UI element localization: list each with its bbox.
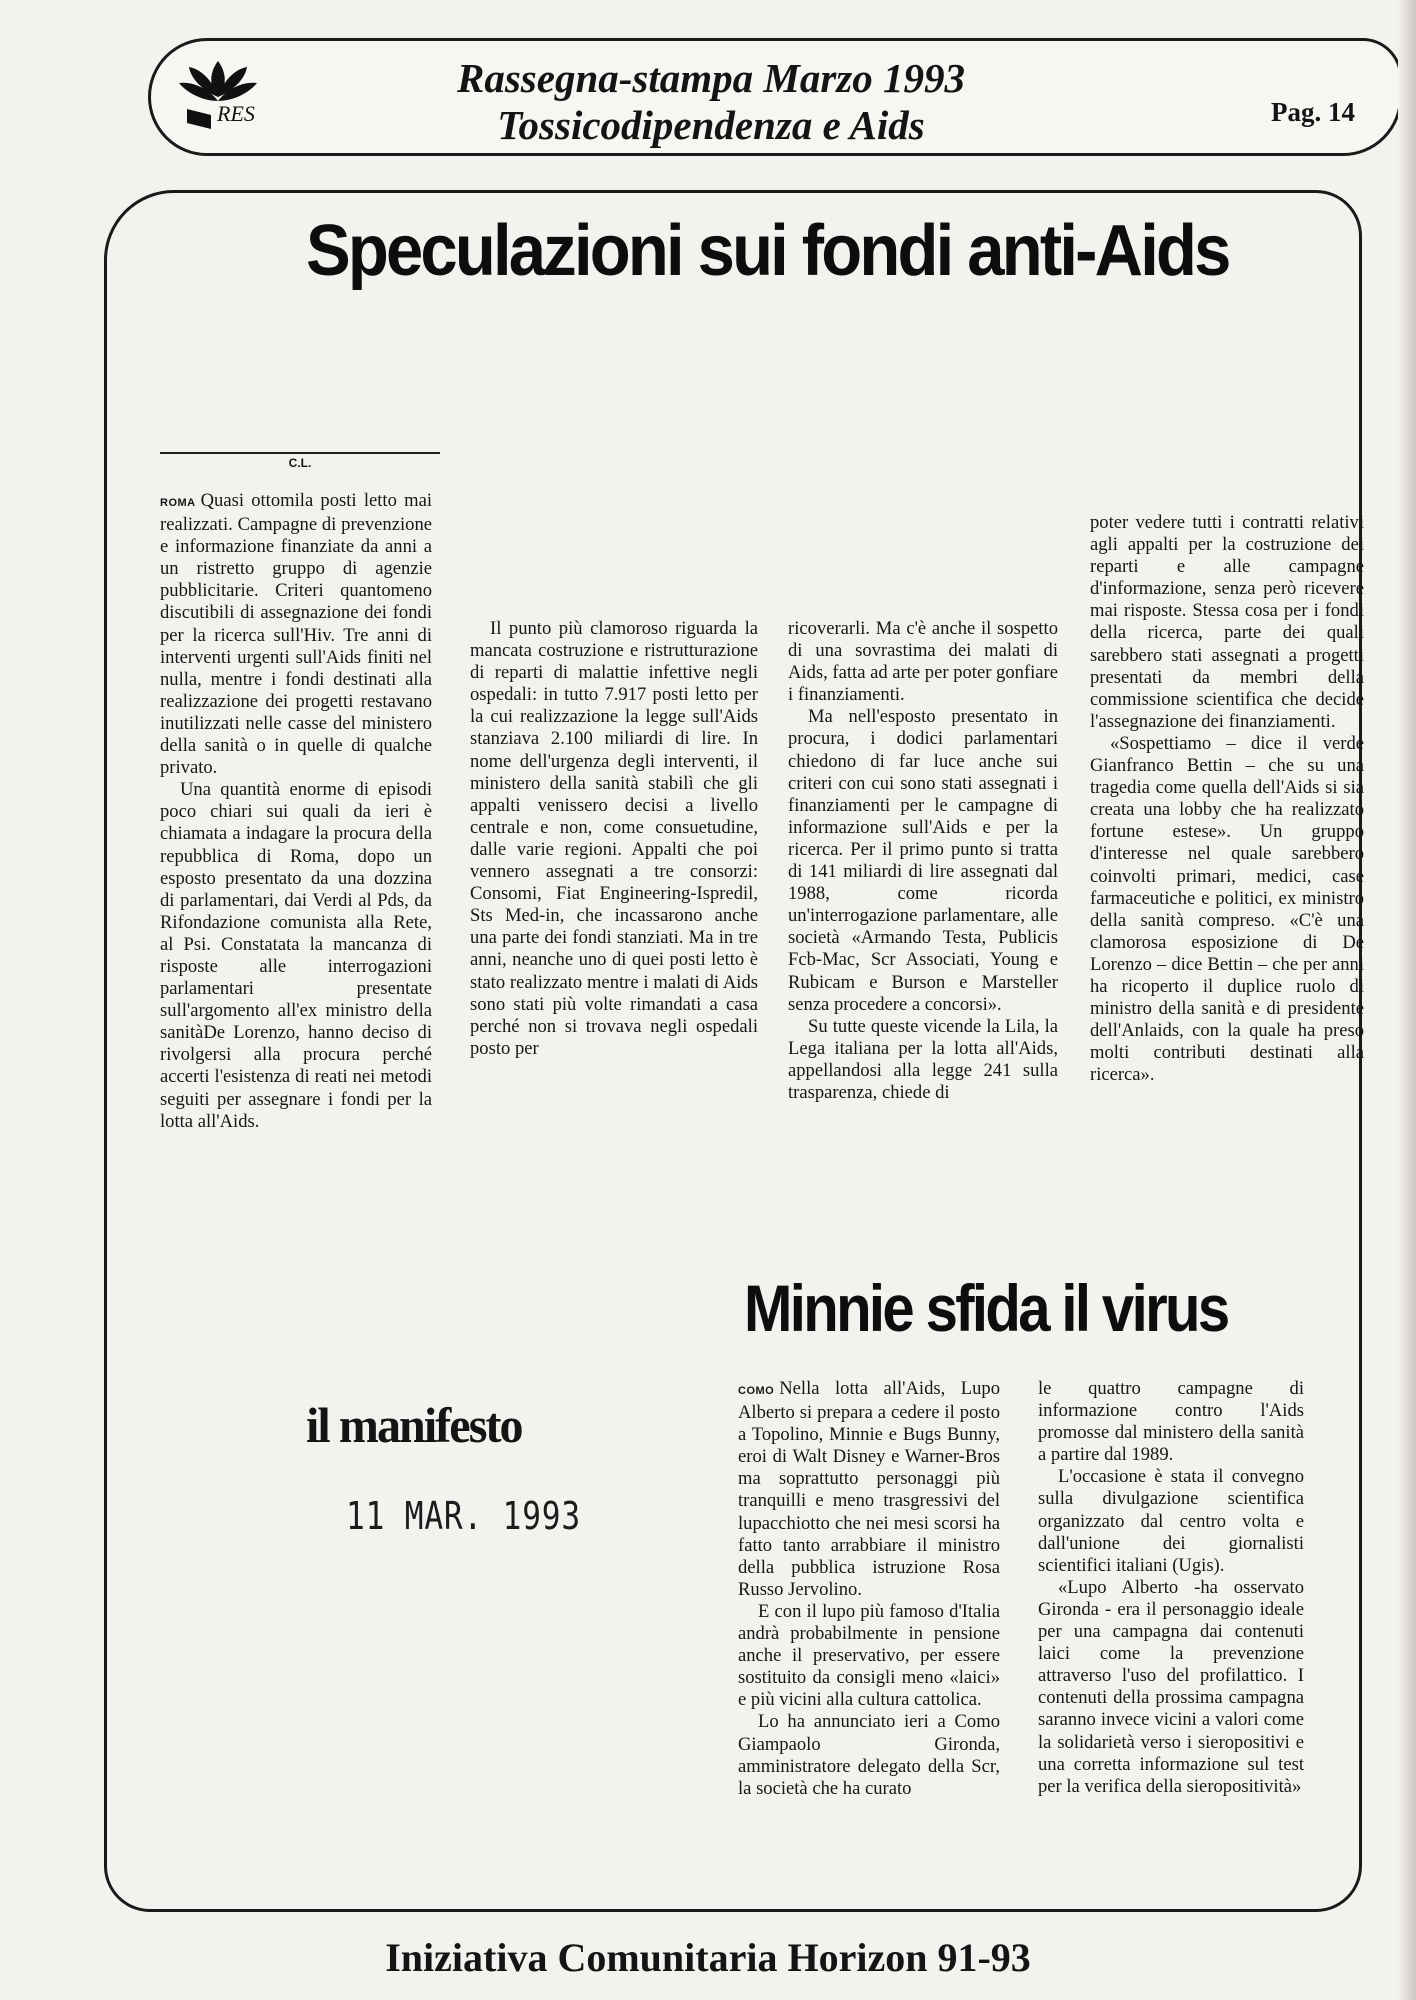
paragraph: [160, 490, 432, 779]
page-edge-shadow: [1398, 0, 1416, 2000]
paragraph: le quattro campagne di informazione contro l'Aids promosse dal ministero della sanità a partire dal 1989.: [1038, 1378, 1304, 1466]
page-number: Pag. 14: [1271, 97, 1355, 127]
article1-headline: Speculazioni sui fondi anti-Aids: [306, 211, 1229, 291]
dateline: ROMA: [160, 497, 196, 509]
footer-caption: Iniziativa Comunitaria Horizon 91-93: [385, 1935, 1031, 1980]
paragraph: [738, 1378, 1000, 1601]
header-title: [391, 55, 1031, 149]
byline-rule: [160, 452, 440, 454]
paragraph: E con il lupo più famoso d'Italia andrà probabilmente in pensione anche il preservativo, per essere sostituito da consigli meno «laici» e più vicini alla cultura cattolica.: [738, 1600, 1000, 1711]
paragraph: Ma nell'esposto presentato in procura, i dodici parlamentari chiedono di far luce anche sui criteri con cui sono stati assegnati i finanziamenti per le campagne di informazione sull'Aids e per la ricerca. Per il primo punto si tratta di 141 miliardi di lire assegnati dal 1988, come ricorda un'interrogazione parlamentare, alle società «Armando Testa, Publicis Fcb-Mac, Scr Associati, Young e Rubicam e Burson e Marsteller senza procedere a concorsi».: [788, 706, 1058, 1015]
article2-column-1: [738, 1378, 1000, 1800]
paragraph: poter vedere tutti i contratti relativi agli appalti per la costruzione dei reparti e alle campagne d'informazione, senza però ricevere mai risposte. Stessa cosa per i fondi della ricerca, parte dei quali sarebbero stati assegnati a progetti presentati da membri della commissione scientifica che decide l'assegnazione dei finanziamenti.: [1090, 512, 1364, 732]
article1-column-3: [788, 618, 1058, 1104]
article1-byline: C.L.: [288, 456, 312, 470]
header-title-line1: Rassegna-stampa Marzo 1993: [456, 55, 965, 101]
logo-text: RES: [217, 101, 255, 126]
paragraph-text: Quasi ottomila posti letto mai realizzati. Campagne di prevenzione e informazione finanziate da anni a un ristretto gruppo di agenzie pubblicitarie. Criteri quantomeno discutibili di assegnazione dei fondi per la ricerca sull'Hiv. Tre anni di interventi urgenti sull'Aids finiti nel nulla, mentre i fondi destinati alla realizzazione dei progetti restavano inutilizzati nelle casse del ministero della sanità o in quelle di qualche privato.: [160, 490, 432, 779]
paragraph: Su tutte queste vicende la Lila, la Lega italiana per la lotta all'Aids, appellandosi alla legge 241 sulla trasparenza, chiede di: [788, 1015, 1058, 1103]
paragraph-text: Nella lotta all'Aids, Lupo Alberto si prepara a cedere il posto a Topolino, Minnie e Bugs Bunny, eroi di Walt Disney e Warner-Bros ma soprattutto personaggi più tranquilli e meno trasgressivi del lupacchiotto che nei mesi scorsi ha fatto tanto arrabbiare il ministro della pubblica istruzione Rosa Russo Jervolino.: [738, 1378, 1000, 1600]
article2-column-2: [1038, 1378, 1304, 1798]
paragraph: Lo ha annunciato ieri a Como Giampaolo Gironda, amministratore delegato della Scr, la società che ha curato: [738, 1711, 1000, 1799]
paragraph: «Sospettiamo – dice il verde Gianfranco Bettin – che su una tragedia come quella dell'Aids si sia creata una lobby che ha realizzato fortune estese». Un gruppo d'interesse nel quale sarebbero coinvolti primari, medici, case farmaceutiche e politici, ex ministro della sanità compreso. «C'è una clamorosa esposizione di De Lorenzo – dice Bettin – che per anni ha ricoperto il duplice ruolo di ministro della sanità e di presidente dell'Anlaids, con la quale ha preso molti contributi destinati alla ricerca».: [1090, 732, 1364, 1086]
article1-column-2: [470, 618, 758, 1060]
article2-headline: Minnie sfida il virus: [744, 1271, 1228, 1345]
dateline: COMO: [738, 1385, 775, 1397]
date-stamp: 11 MAR. 1993: [346, 1494, 581, 1538]
header-bar: [148, 38, 1402, 156]
article1-column-1: [160, 490, 432, 1133]
paragraph: ricoverarli. Ma c'è anche il sospetto di una sovrastima dei malati di Aids, fatta ad arte per poter gonfiare i finanziamenti.: [788, 618, 1058, 706]
header-title-line2: Tossicodipendenza e Aids: [497, 102, 925, 148]
article1-column-4: [1090, 512, 1364, 1086]
paragraph: Una quantità enorme di episodi poco chiari sui quali da ieri è chiamata a indagare la procura della repubblica di Roma, dopo un esposto presentato da una dozzina di parlamentari, dai Verdi al Pds, da Rifondazione comunista alla Rete, al Psi. Constatata la mancanza di risposte alle interrogazioni parlamentari presentate sull'argomento all'ex ministro della sanitàDe Lorenzo, hanno deciso di rivolgersi alla procura perché accerti l'esistenza di reati nei metodi seguiti per assegnare i fondi per la lotta all'Aids.: [160, 779, 432, 1132]
paragraph: Il punto più clamoroso riguarda la mancata costruzione e ristrutturazione di reparti di malattie infettive negli ospedali: in tutto 7.917 posti letto per la cui realizzazione la legge sull'Aids stanziava 2.100 miliardi di lire. In nome dell'urgenza degli interventi, il ministero della sanità stabilì che gli appalti venissero decisi a livello centrale e non, come consuetudine, dalle varie regioni. Appalti che poi vennero assegnati a tre consorzi: Consomi, Fiat Engineering-Ispredil, Sts Med-in, che incassarono anche una parte dei fondi stanziati. Ma in tre anni, neanche uno di quei posti letto è stato realizzato mentre i malati di Aids sono stati più volte rimandati a casa perché non si trovava negli ospedali posto per: [470, 618, 758, 1059]
paragraph: «Lupo Alberto -ha osservato Gironda - era il personaggio ideale per una campagna dai contenuti laici come la prevenzione attraverso l'uso del profilattico. I contenuti della prossima campagna saranno invece vicini a valori come la solidarietà verso i sieropositivi e una corretta informazione sul test per la verifica della sieropositività»: [1038, 1576, 1304, 1797]
paragraph: L'occasione è stata il convegno sulla divulgazione scientifica organizzato dal centro volta e dall'unione dei giornalisti scientifici italiani (Ugis).: [1038, 1466, 1304, 1576]
newspaper-masthead: il manifesto: [306, 1397, 522, 1453]
